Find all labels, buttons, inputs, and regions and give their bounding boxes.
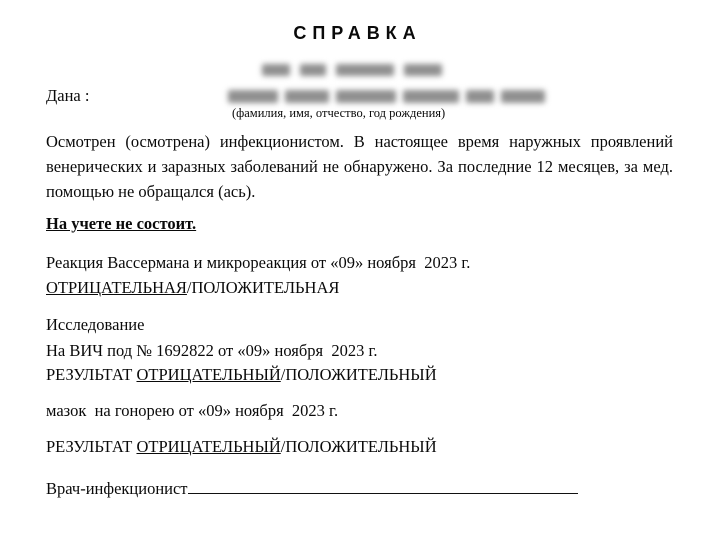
redacted-text-blob (404, 64, 442, 76)
redacted-text-blob (285, 90, 329, 103)
redacted-text-blob (403, 90, 459, 103)
redacted-text-blob (300, 64, 326, 76)
hiv-result-line (46, 365, 437, 386)
given-label: Дана : (46, 86, 90, 105)
redacted-text-blob (228, 90, 278, 103)
result-label: РЕЗУЛЬТАТ (46, 365, 137, 384)
smear-test-line: мазок на гонорею от «09» ноября 2023 г. (46, 401, 339, 420)
result-negative: ОТРИЦАТЕЛЬНЫЙ (136, 365, 281, 384)
result-negative: ОТРИЦАТЕЛЬНЫЙ (136, 437, 281, 456)
redacted-text-blob (501, 90, 545, 103)
result-separator: / (186, 278, 192, 297)
result-positive: ПОЛОЖИТЕЛЬНЫЙ (285, 365, 437, 384)
page-title: СПРАВКА (293, 23, 422, 43)
result-separator: / (280, 365, 286, 384)
redacted-text-blob (262, 64, 290, 76)
examination-paragraph: Осмотрен (осмотрена) инфекционистом. В настоящее время наружных проявлений венерических и заразных заболеваний не обнаружено. За последние 12 месяцев, за мед. помощью не обращался (ась). (46, 132, 673, 201)
doctor-signature-line (46, 479, 578, 500)
registry-status-line: На учете не состоит. (46, 214, 197, 233)
result-positive: ПОЛОЖИТЕЛЬНЫЙ (285, 437, 437, 456)
signature-blank-line (188, 479, 578, 494)
hiv-test-line: На ВИЧ под № 1692822 от «09» ноября 2023 г. (46, 341, 378, 360)
wasserman-result-positive: ПОЛОЖИТЕЛЬНАЯ (191, 278, 340, 297)
redacted-text-blob (466, 90, 494, 103)
redacted-name-line (228, 89, 545, 104)
name-caption: (фамилия, имя, отчество, год рождения) (232, 106, 446, 120)
doctor-label: Врач-инфекционист (46, 479, 188, 498)
wasserman-test-line: Реакция Вассермана и микрореакция от «09» ноября 2023 г. (46, 253, 471, 272)
redacted-text-blob (336, 64, 394, 76)
redacted-header-line (262, 63, 442, 76)
result-separator: / (280, 437, 286, 456)
redacted-text-blob (336, 90, 396, 103)
wasserman-result-line (46, 278, 339, 299)
research-label: Исследование (46, 315, 145, 334)
wasserman-result-negative: ОТРИЦАТЕЛЬНАЯ (46, 278, 187, 297)
smear-result-line (46, 437, 437, 458)
result-label: РЕЗУЛЬТАТ (46, 437, 137, 456)
